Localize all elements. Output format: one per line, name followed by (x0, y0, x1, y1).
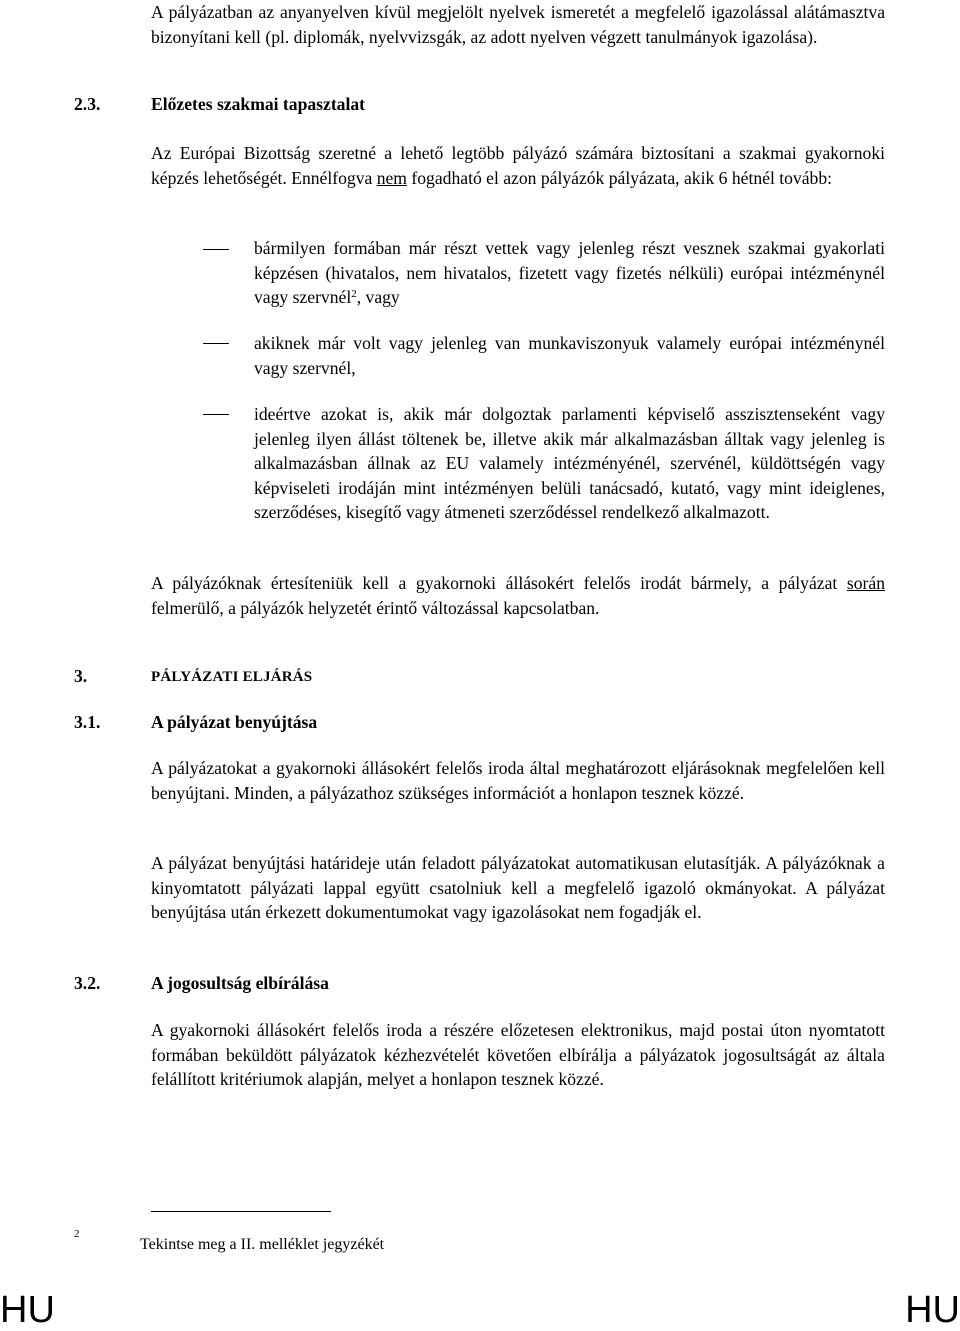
section-2-3-paragraph-start: Az Európai Bizottság szeretné a lehető legtöbb pályázó számára biztosítani a szakmai gyakornoki képzés lehetőségét. Ennélfogva (151, 143, 885, 188)
section-number-3-1: 3.1. (74, 712, 101, 732)
section-title-3: PÁLYÁZATI ELJÁRÁS (151, 669, 313, 685)
language-code-left: HU (0, 1289, 55, 1331)
underlined-soran: során (846, 573, 885, 593)
bullet-item-1-text: bármilyen formában már részt vettek vagy jelenleg részt vesznek szakmai gyakorlati képzésen (hivatalos, nem hivatalos, fizetett vagy fizetés nélküli) európai intézménynél vagy szervnél (254, 238, 885, 307)
section-number-2-3: 2.3. (74, 94, 101, 114)
section-title-3-1: A pályázat benyújtása (151, 712, 318, 732)
dash-bullet-1 (203, 249, 229, 250)
dash-bullet-3 (203, 414, 229, 415)
bullet-item-2: akiknek már volt vagy jelenleg van munkaviszonyuk valamely európai intézménynél vagy szervnél, (254, 333, 885, 378)
section-2-3-paragraph (151, 141, 885, 190)
dash-bullet-2 (203, 343, 229, 344)
section-title-2-3: Előzetes szakmai tapasztalat (151, 94, 366, 114)
section-2-3-paragraph-end: fogadható el azon pályázók pályázata, akik 6 hétnél tovább: (407, 167, 833, 188)
section-number-3-2: 3.2. (74, 973, 101, 993)
footnote-reference: 2 (351, 288, 357, 300)
section-3-2-paragraph-1: A gyakornoki állásokért felelős iroda a részére előzetesen elektronikus, majd postai úton nyomtatott formában beküldött pályázatok kézhezvételét követően elbírálja a pályázatok jogosultságát az általa felállított kritériumok alapján, melyet a honlapon tesznek közzé. (151, 1020, 885, 1089)
footnote-separator (151, 1211, 331, 1212)
bullet-item-1-suffix: , vagy (356, 287, 400, 307)
section-title-3-2: A jogosultság elbírálása (151, 973, 329, 993)
section-3-1-paragraph-1: A pályázatokat a gyakornoki állásokért felelős iroda által meghatározott eljárásoknak megfelelően kell benyújtani. Minden, a pályázathoz szükséges információt a honlapon tesznek közzé. (151, 758, 885, 803)
footnote-text: Tekintse meg a II. melléklet jegyzékét (140, 1236, 385, 1253)
closing-start: A pályázóknak értesíteniük kell a gyakornoki állásokért felelős irodát bármely, a pályázat (151, 573, 847, 593)
section-number-3: 3. (74, 666, 88, 686)
footnote-mark: 2 (74, 1228, 80, 1240)
bullet-item-3: ideértve azokat is, akik már dolgoztak parlamenti képviselő asszisztenseként vagy jelenleg ilyen állást töltenek be, illetve akik már alkalmazásban álltak vagy jelenleg is alkalmazásban állnak az EU valamely intézményénél, szervénél, küldöttségén vagy képviseleti irodáján mint intézményen belüli tanácsadó, kutató, vagy mint ideiglenes, szerződéses, kisegítő vagy átmeneti szerződéssel rendelkező alkalmazott. (254, 404, 885, 522)
section-2-3-closing-paragraph (151, 571, 885, 620)
underlined-nem: nem (376, 167, 407, 188)
bullet-item-1 (254, 236, 885, 310)
closing-end: felmerülő, a pályázók helyzetét érintő változással kapcsolatban. (151, 597, 600, 618)
intro-paragraph: A pályázatban az anyanyelven kívül megjelölt nyelvek ismeretét a megfelelő igazolással alátámasztva bizonyítani kell (pl. diplomák, nyelvvizsgák, az adott nyelven végzett tanulmányok igazolása). (151, 2, 885, 47)
language-code-right: HU (905, 1289, 960, 1331)
section-3-1-paragraph-2: A pályázat benyújtási határideje után feladott pályázatokat automatikusan elutasítják. A pályázóknak a kinyomtatott pályázati lappal együtt csatolniuk kell a megfelelő igazoló okmányokat. A pályázat benyújtása után érkezett dokumentumokat vagy igazolásokat nem fogadják el. (151, 853, 885, 922)
